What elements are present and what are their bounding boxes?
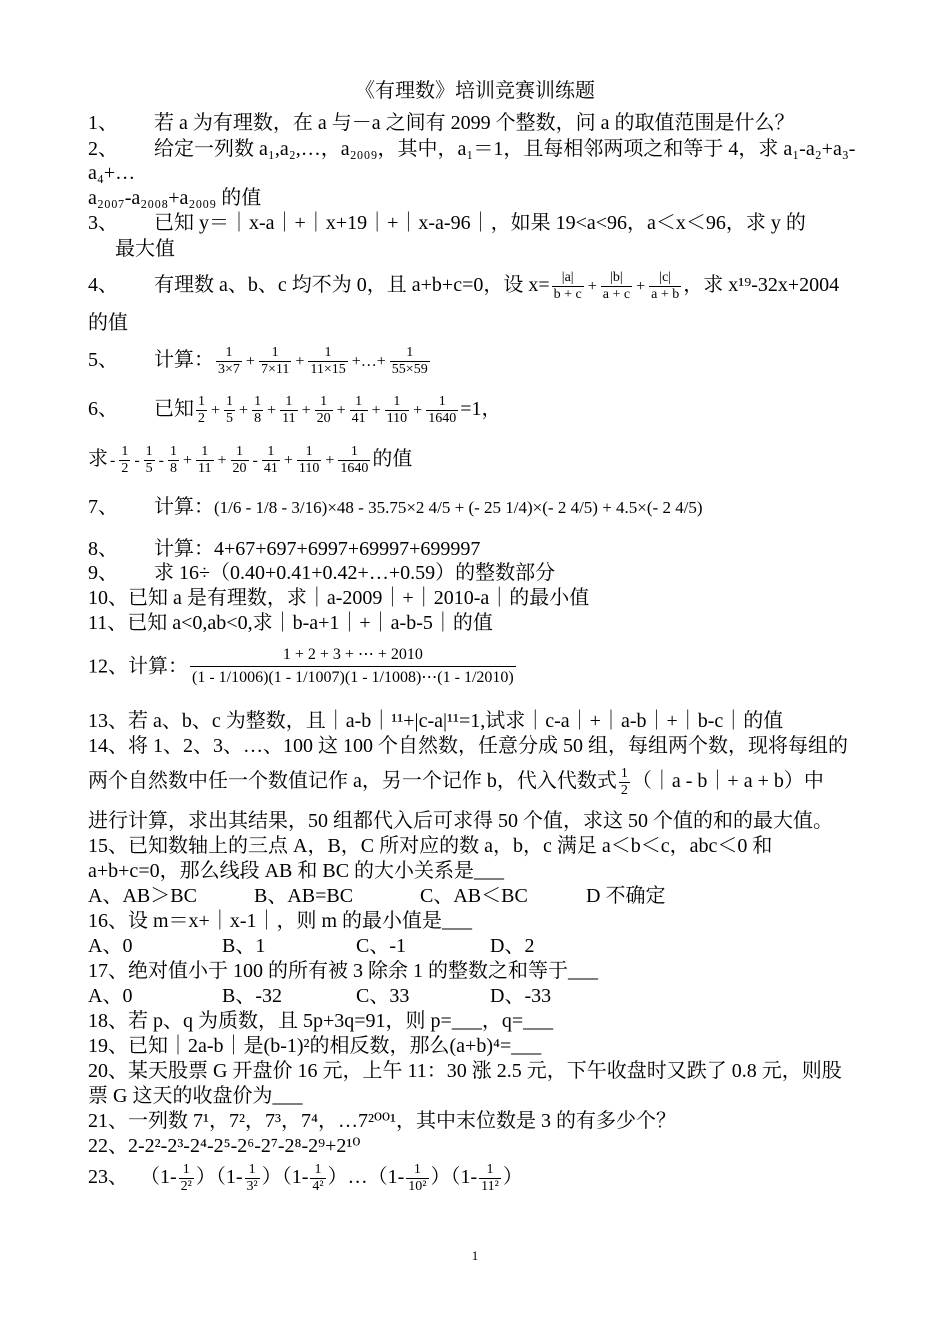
question-text: 计算：4+67+697+6997+69997+699997 [154,538,481,560]
option: A、0 [88,935,133,957]
option: D、2 [490,935,535,957]
fraction: $\frac{1}{\text{2²}}$ [180,1162,192,1194]
fraction: $\frac{1}{55\times 59}$ [391,345,428,377]
option: C、AB＜BC [420,885,528,907]
fraction: $\frac{1}{11\times 15}$ [310,345,346,377]
question-7 [88,494,878,521]
page-title: 《有理数》培训竞赛训练题 [355,80,595,102]
fraction: $\frac{1}{110}$ [298,444,320,476]
question-14-line3: 进行计算，求出其结果，50 组都代入后可求得 50 个值，求这 50 个值的和的最大值。 [88,810,833,832]
question-number: 3、 [88,212,118,234]
question-15-options [88,883,878,909]
fraction: $\frac{1}{5}$ [145,444,153,476]
question-label: 计算： [154,349,214,372]
fraction: $\frac{1}{1640}$ [340,444,369,476]
fraction: $\frac{1}{20}$ [232,444,247,476]
option: B、1 [222,935,266,957]
fraction: $\frac{1}{5}$ [226,394,234,426]
question-6: 6、 已知 $\frac{1}{2}$ + $\frac{1}{5}$ + $\frac{1}{8}$ + $\frac{1}{11}$ + $\frac{1}{20}$ + $\frac{1}{41}$ + $\frac{1}{110}$ + $\frac{1}{1640}$ =1， [88,394,502,426]
question-18: 18、若 p、q 为质数，且 5p+3q=91，则 p=___，q=___ [88,1010,554,1032]
fraction: $\frac{1}{20}$ [316,394,331,426]
question-15-line2: a+b+c=0，那么线段 AB 和 BC 的大小关系是___ [88,860,505,882]
question-number: 4、 [88,274,118,297]
question-19: 19、已知｜2a-b｜是(b-1)²的相反数，那么(a+b)⁴=___ [88,1035,542,1057]
fraction: $\frac{1}{7\times 11}$ [260,345,290,377]
question-number: 6、 [88,398,118,421]
question-17: 17、绝对值小于 100 的所有被 3 除余 1 的整数之和等于___ [88,960,598,982]
fraction: $\frac{1}{\text{3²}}$ [246,1162,258,1194]
question-9 [88,560,878,586]
fraction: $\frac{1}{8}$ [254,394,262,426]
question-16: 16、设 m＝x+｜x-1｜，则 m 的最小值是___ [88,910,473,932]
option: D、-33 [490,985,552,1007]
question-13: 13、若 a、b、c 为整数，且｜a-b｜¹¹+|c-a|¹¹=1,试求｜c-a｜+｜a-b｜+｜b-c｜的值 [88,710,784,732]
fraction: $\frac{1}{\text{10²}}$ [408,1162,427,1194]
fraction: $\frac{1 + 2 + 3 + \cdots + 2010}{(1 - 1/1006)(1 - 1/1007)(1 - 1/1008)\cdots(1 - 1/2010)}$ [190,644,516,689]
page-number: 1 [471,1248,479,1263]
fraction: $\frac{|b|}{a + c}$ [602,270,631,302]
option: B、-32 [222,985,282,1007]
question-20: 20、某天股票 G 开盘价 16 元，上午 11：30 涨 2.5 元，下午收盘时又跌了 0.8 元，则股 [88,1060,842,1082]
fraction: $\frac{1}{\text{11²}}$ [481,1162,499,1194]
question-14: 14、将 1、2、3、…、100 这 100 个自然数，任意分成 50 组，每组两个数，现将每组的 [88,735,848,757]
question-3-line2: 最大值 [115,238,175,260]
fraction: $\frac{1}{41}$ [263,444,278,476]
question-number: 23、 [88,1166,128,1189]
question-3 [88,210,878,236]
question-label: 已知 [154,398,194,421]
math-expression: (1/6 - 1/8 - 3/16)×48 - 35.75×2 4/5 + (- 25 1/4)×(- 2 4/5) + 4.5×(- 2 4/5) [214,498,703,517]
question-15: 15、已知数轴上的三点 A，B，C 所对应的数 a，b，c 满足 a＜b＜c，abc＜0 和 [88,835,773,857]
question-14-line2: 两个自然数中任一个数值记作 a，另一个记作 b，代入代数式 $\frac{1}{2}$ （｜a - b｜+ a + b）中 [88,766,824,798]
fraction: $\frac{1}{11}$ [282,394,296,426]
option: A、AB＞BC [88,885,197,907]
question-number: 7、 [88,496,118,518]
question-number: 5、 [88,349,118,372]
question-number: 1、 [88,112,118,134]
fraction: $\frac{1}{2}$ [620,766,628,798]
question-text: 已知 y＝｜x-a｜+｜x+19｜+｜x-a-96｜，如果 19<a<96，a＜x＜96，求 y 的 [154,212,806,234]
fraction: $\frac{|a|}{b + c}$ [553,270,582,302]
fraction: $\frac{1}{2}$ [121,444,129,476]
question-number: 2、 [88,138,118,160]
question-23: 23、 （1- $\frac{1}{\text{2²}}$ ）（1- $\frac{1}{\text{3²}}$ ）（1- $\frac{1}{\text{4²}}$ ）…（1- $\frac{1}{\text{10²}}$ ）（1- $\frac{1}{\text{11²}}$ ） [88,1162,523,1194]
option: B、AB=BC [254,885,354,907]
question-2-line3: a₂₀₀₇-a₂₀₀₈+a₂₀₀₉ 的值 [88,187,262,209]
question-text: 给定一列数 a₁,a₂,…，a₂₀₀₉，其中，a₁＝1，且每相邻两项之和等于 4，求 a₁-a₂+a₃- [154,138,856,160]
question-2 [88,136,878,162]
question-5: 5、 计算： $\frac{1}{3\times 7}$ + $\frac{1}{7\times 11}$ + $\frac{1}{11\times 15}$ +…+ $\frac{1}{55\times 59}$ [88,345,428,377]
option: C、-1 [356,935,406,957]
question-label: 12、计算： [88,655,188,678]
question-1 [88,110,878,136]
fraction: $\frac{1}{1640}$ [428,394,457,426]
fraction: $\frac{1}{8}$ [169,444,177,476]
option: D 不确定 [586,885,666,907]
question-8 [88,536,878,562]
option: A、0 [88,985,133,1007]
question-21: 21、一列数 7¹，7²，7³，7⁴，…7²⁰⁰¹，其中末位数是 3 的有多少个？ [88,1110,676,1132]
question-label: 计算： [154,496,214,518]
question-22: 22、2-2²-2³-2⁴-2⁵-2⁶-2⁷-2⁸-2⁹+2¹⁰ [88,1135,361,1157]
question-text: 求 16÷（0.40+0.41+0.42+…+0.59）的整数部分 [154,562,556,584]
fraction: $\frac{|c|}{a + b}$ [651,270,680,302]
question-12 [88,636,878,695]
fraction: $\frac{1}{11}$ [198,444,212,476]
question-20-line2: 票 G 这天的收盘价为___ [88,1085,303,1107]
fraction: $\frac{1}{41}$ [351,394,366,426]
question-11: 11、已知 a<0,ab<0,求｜b-a+1｜+｜a-b-5｜的值 [88,612,493,634]
fraction: $\frac{1}{2}$ [198,394,205,426]
question-4-line2: 的值 [88,312,128,334]
question-16-options [88,933,878,959]
fraction: $\frac{1}{3\times 7}$ [218,345,240,377]
option: C、33 [356,985,410,1007]
question-4: 4、 有理数 a、b、c 均不为 0，且 a+b+c=0，设 x= $\frac{|a|}{b + c}$ + $\frac{|b|}{a + c}$ + $\frac{|c|}{a + b}$ ，求 x¹⁹-32x+2004 [88,270,840,302]
question-text: 有理数 a、b、c 均不为 0，且 a+b+c=0，设 x= [154,274,550,297]
question-10: 10、已知 a 是有理数，求｜a-2009｜+｜2010-a｜的最小值 [88,587,590,609]
question-17-options [88,983,878,1009]
question-number: 8、 [88,538,118,560]
fraction: $\frac{1}{110}$ [386,394,408,426]
fraction: $\frac{1}{\text{4²}}$ [312,1162,324,1194]
question-number: 9、 [88,562,118,584]
question-text: 若 a 为有理数，在 a 与－a 之间有 2099 个整数，问 a 的取值范围是什么？ [154,112,795,134]
question-2-line2: a₄+… [88,162,136,184]
question-text: ，求 x¹⁹-32x+2004 [683,274,840,297]
question-6-line2: 求 - $\frac{1}{2}$ - $\frac{1}{5}$ - $\frac{1}{8}$ + $\frac{1}{11}$ + $\frac{1}{20}$ - $\frac{1}{41}$ + $\frac{1}{110}$ + $\frac{1}{1640}$ 的值 [88,444,413,476]
